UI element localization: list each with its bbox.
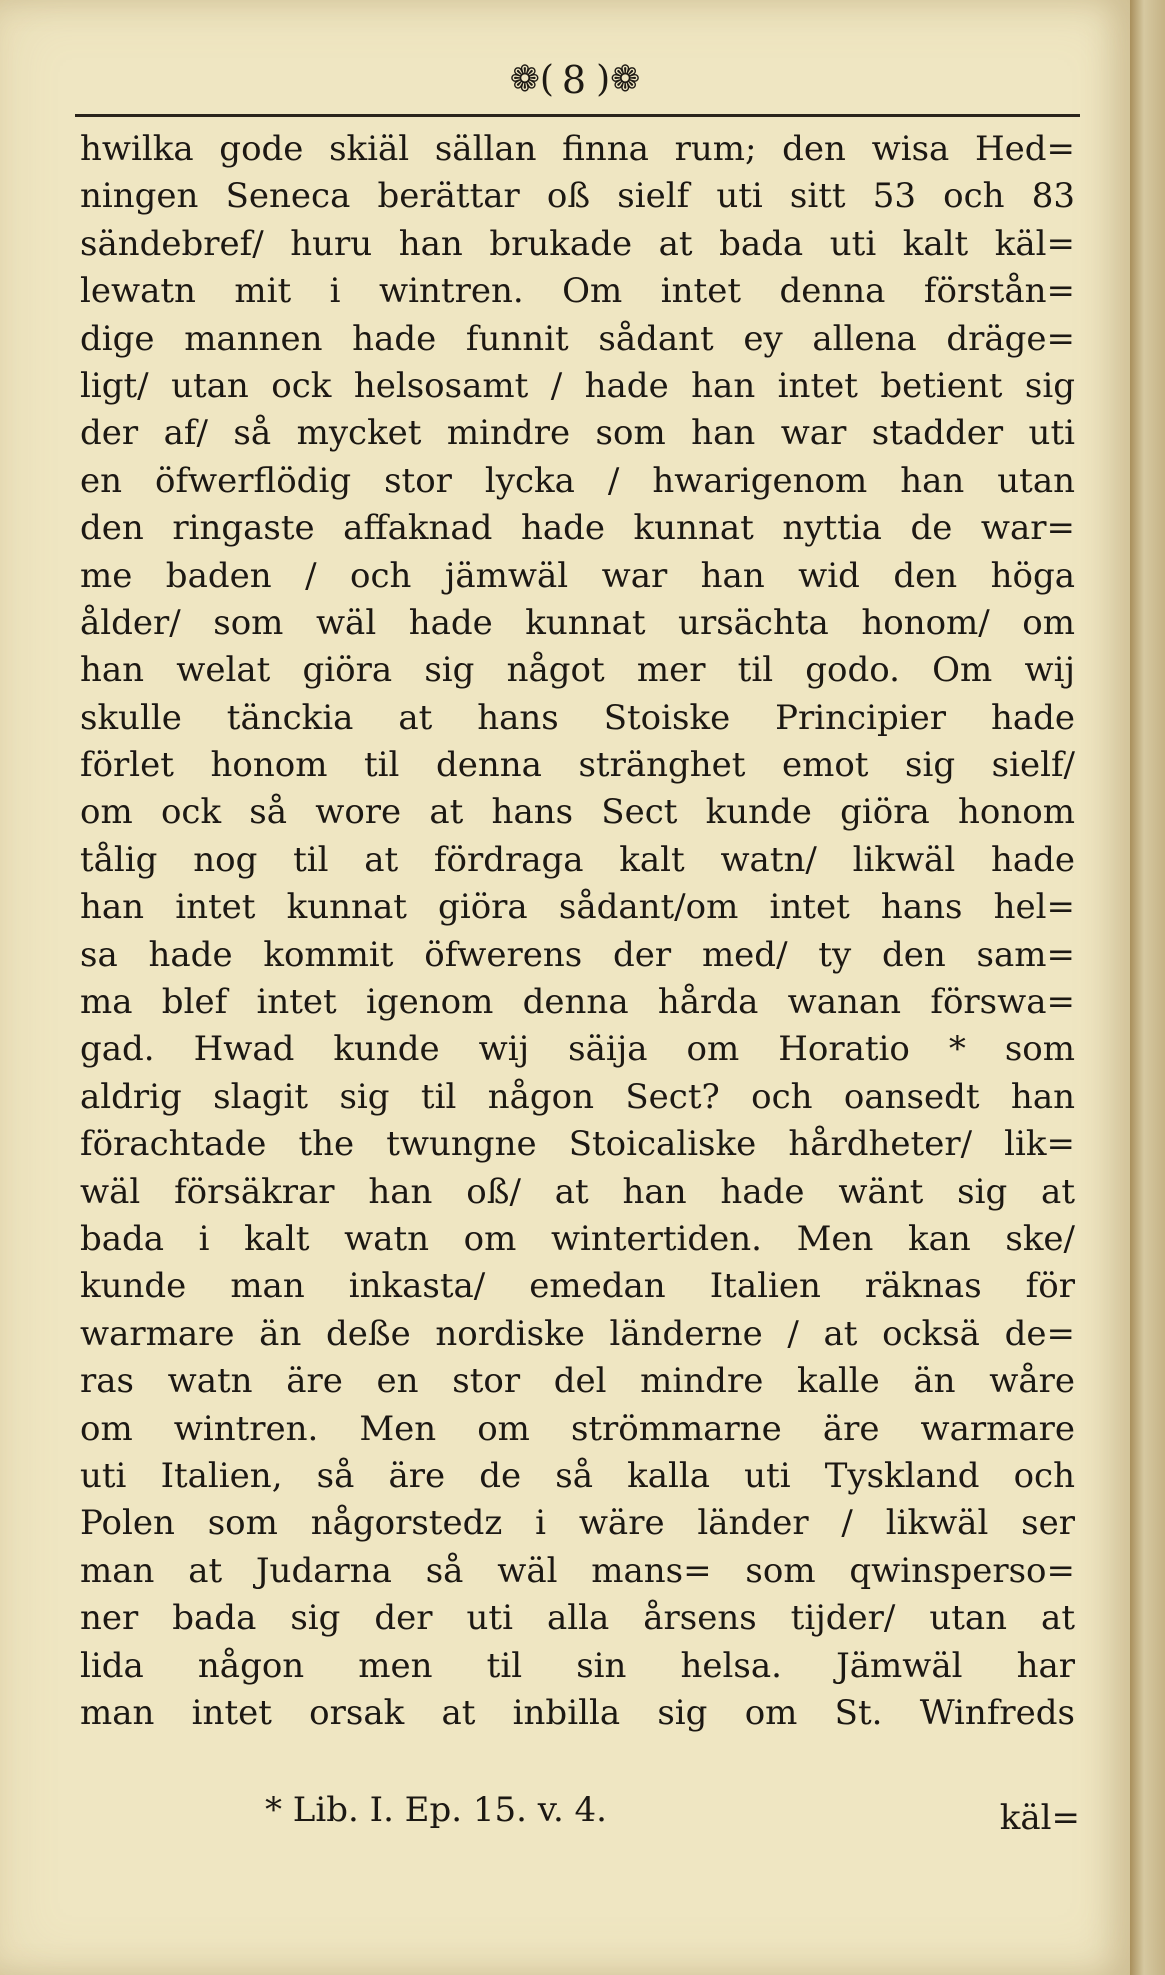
page-number: 8 [561, 58, 589, 102]
text-line: wäl försäkrar han oß/ at han hade wänt sig at [80, 1171, 1075, 1212]
text-line: ma blef intet igenom denna hårda wanan förswa= [80, 982, 1075, 1023]
text-line: der af/ så mycket mindre som han war stadder uti [80, 413, 1075, 454]
text-line: hwilka gode skiäl sällan finna rum; den wisa Hed= [80, 129, 1075, 169]
text-line: bada i kalt watn om wintertiden. Men kan ske/ [80, 1218, 1075, 1259]
text-line: ligt/ utan ock helsosamt / hade han intet betient sig [80, 365, 1075, 406]
text-line: aldrig slagit sig til någon Sect? och oansedt han [80, 1076, 1075, 1117]
text-line: sa hade kommit öfwerens der med/ ty den sam= [80, 934, 1075, 975]
catchword: käl= [999, 1798, 1080, 1838]
text-line: han welat giöra sig något mer til godo. Om wij [80, 650, 1075, 691]
text-line: lewatn mit i wintren. Om intet denna förstån= [80, 271, 1075, 312]
text-line: sändebref/ huru han brukade at bada uti kalt käl= [80, 223, 1075, 264]
text-line: förachtade the twungne Stoicaliske hårdheter/ lik= [80, 1124, 1075, 1165]
text-line: ålder/ som wäl hade kunnat ursächta honom/ om [80, 602, 1075, 643]
ornament-left: ❁( [509, 59, 554, 100]
text-line: den ringaste affaknad hade kunnat nyttia de war= [80, 508, 1075, 549]
body-text [80, 126, 1075, 1737]
footnote: * Lib. I. Ep. 15. v. 4. [265, 1790, 607, 1830]
text-line: om wintren. Men om strömmarne äre warmare [80, 1408, 1075, 1449]
text-line: ner bada sig der uti alla årsens tijder/ utan at [80, 1598, 1075, 1639]
text-line: tålig nog til at fördraga kalt watn/ likwäl hade [80, 839, 1075, 880]
text-line: lida någon men til sin helsa. Jämwäl har [80, 1645, 1075, 1686]
header-rule [75, 114, 1080, 117]
ornament-right: )❁ [596, 59, 641, 100]
text-line: Polen som någorstedz i wäre länder / likwäl ser [80, 1503, 1075, 1544]
text-line: ras watn äre en stor del mindre kalle än wåre [80, 1361, 1075, 1402]
text-line: man intet orsak at inbilla sig om St. Winfreds [80, 1692, 1075, 1733]
text-line: skulle tänckia at hans Stoiske Principier hade [80, 697, 1075, 738]
page-edge [1130, 0, 1165, 1975]
text-line: om ock så wore at hans Sect kunde giöra honom [80, 792, 1075, 833]
text-line: me baden / och jämwäl war han wid den höga [80, 555, 1075, 596]
text-line: han intet kunnat giöra sådant/om intet hans hel= [80, 887, 1075, 928]
text-line: man at Judarna så wäl mans= som qwinsperso= [80, 1550, 1075, 1591]
text-line: kunde man inkasta/ emedan Italien räknas för [80, 1266, 1075, 1307]
text-line: uti Italien, så äre de så kalla uti Tyskland och [80, 1455, 1075, 1496]
text-line: warmare än deße nordiske länderne / at ocksä de= [80, 1313, 1075, 1354]
text-line: dige mannen hade funnit sådant ey allena dräge= [80, 318, 1075, 359]
text-line: gad. Hwad kunde wij säija om Horatio * som [80, 1029, 1075, 1070]
page-header [440, 50, 710, 110]
text-line: ningen Seneca berättar oß sielf uti sitt 53 och 83 [80, 176, 1075, 217]
text-line: förlet honom til denna stränghet emot sig sielf/ [80, 745, 1075, 786]
text-line: en öfwerflödig stor lycka / hwarigenom han utan [80, 460, 1075, 501]
